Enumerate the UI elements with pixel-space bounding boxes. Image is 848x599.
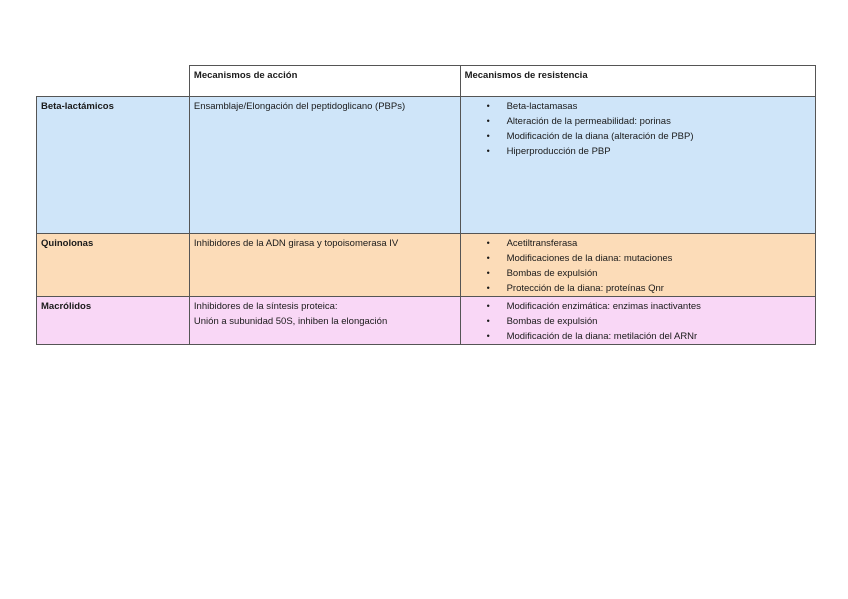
list-item [465, 99, 811, 114]
resistance-cell [460, 297, 815, 345]
table-row-beta-lactams [37, 97, 816, 234]
resistance-list [465, 299, 811, 344]
list-item [465, 129, 811, 144]
list-item-text: Bombas de expulsión [506, 316, 598, 327]
header-drug-cell [37, 66, 190, 97]
table-row-macrolides [37, 297, 816, 345]
list-item [465, 299, 811, 314]
bullet-icon: • [486, 101, 490, 111]
list-item-text: Protección de la diana: proteínas Qnr [506, 283, 664, 294]
antibiotic-mechanisms-table [36, 65, 816, 345]
list-item-text: Bombas de expulsión [506, 268, 598, 279]
list-item [465, 144, 811, 159]
bullet-icon: • [486, 268, 490, 278]
action-text: Unión a subunidad 50S, inhiben la elongación [193, 316, 388, 327]
bullet-icon: • [486, 316, 490, 326]
list-item [465, 266, 811, 281]
action-text: Inhibidores de la ADN girasa y topoisomerasa IV [193, 238, 399, 249]
header-action-cell: Mecanismos de acción [189, 66, 460, 97]
list-item-text: Acetiltransferasa [506, 238, 578, 249]
list-item-text: Modificación de la diana (alteración de PBP) [506, 131, 694, 142]
list-item-text: Beta-lactamasas [506, 101, 578, 112]
list-item [465, 114, 811, 129]
resistance-list [465, 236, 811, 296]
table-row-quinolones [37, 234, 816, 297]
drug-name-cell: Quinolonas [37, 234, 190, 297]
bullet-icon: • [486, 131, 490, 141]
action-cell [189, 234, 460, 297]
action-cell [189, 297, 460, 345]
list-item-text: Modificación enzimática: enzimas inactivantes [506, 301, 701, 312]
bullet-icon: • [486, 116, 490, 126]
bullet-icon: • [486, 331, 490, 341]
bullet-icon: • [486, 238, 490, 248]
list-item-text: Modificación de la diana: metilación del ARNr [506, 331, 698, 342]
drug-name-cell: Macrólidos [37, 297, 190, 345]
header-resistance-cell: Mecanismos de resistencia [460, 66, 815, 97]
list-item [465, 251, 811, 266]
list-item-text: Hiperproducción de PBP [506, 146, 611, 157]
bullet-icon: • [486, 283, 490, 293]
table-header-row [37, 66, 816, 97]
resistance-list [465, 99, 811, 159]
list-item [465, 281, 811, 296]
list-item [465, 314, 811, 329]
resistance-cell [460, 234, 815, 297]
list-item-text: Modificaciones de la diana: mutaciones [506, 253, 673, 264]
list-item [465, 329, 811, 344]
list-item-text: Alteración de la permeabilidad: porinas [506, 116, 671, 127]
bullet-icon: • [486, 301, 490, 311]
list-item [465, 236, 811, 251]
action-text: Ensamblaje/Elongación del peptidoglicano (PBPs) [193, 101, 406, 112]
drug-name-cell: Beta-lactámicos [37, 97, 190, 234]
action-text: Inhibidores de la síntesis proteica: [193, 301, 338, 312]
action-cell [189, 97, 460, 234]
bullet-icon: • [486, 146, 490, 156]
resistance-cell [460, 97, 815, 234]
bullet-icon: • [486, 253, 490, 263]
